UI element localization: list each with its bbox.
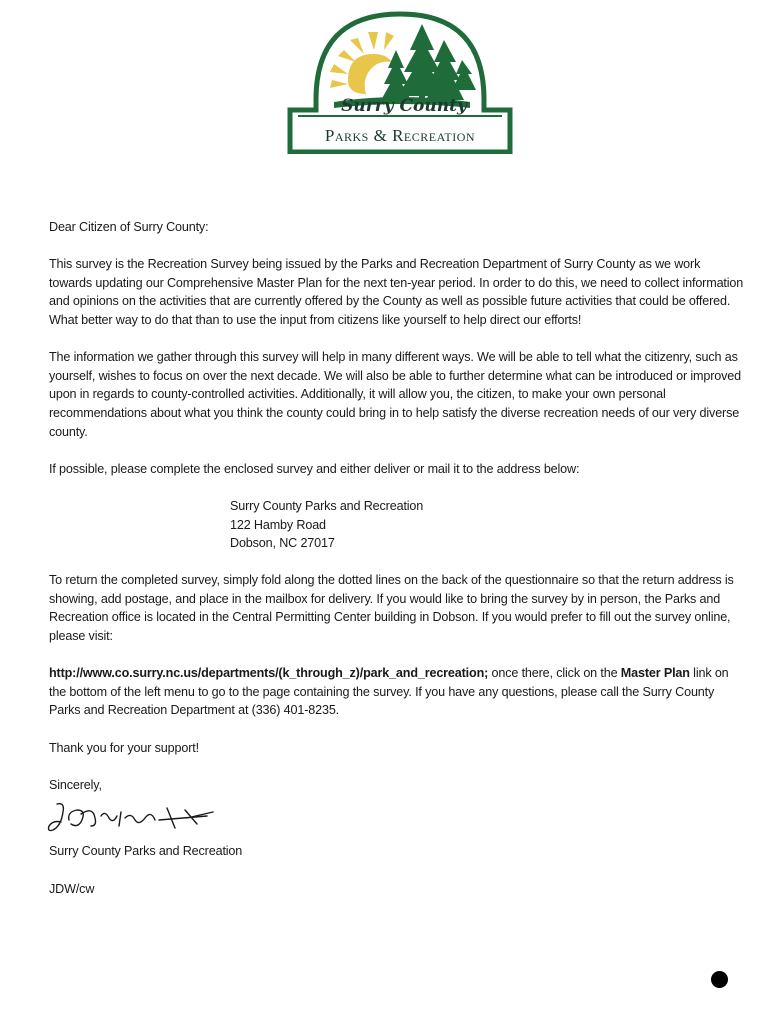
mailing-address	[230, 497, 744, 553]
parks-recreation-logo	[286, 10, 514, 154]
address-line-1: Surry County Parks and Recreation	[230, 498, 424, 513]
letter-body	[49, 218, 744, 917]
logo-line1: Surry County	[341, 96, 467, 116]
signer-name: Surry County Parks and Recreation	[49, 844, 243, 859]
thanks-line: Thank you for your support!	[49, 740, 199, 755]
page-marker-dot	[711, 971, 728, 988]
paragraph-return: To return the completed survey, simply fold along the dotted lines on the back of the questionnaire so that the return address is showing, add postage, and place in the mailbox for delivery. If you would like to bring the survey by in person, the Parks and Recreation office is located in the Central Permitting Center building in Dobson. If you would prefer to fill out the survey online, please visit:	[49, 573, 734, 644]
paragraph-intro: This survey is the Recreation Survey being issued by the Parks and Recreation Department of Surry County as we work towards updating our Comprehensive Master Plan for the next ten-year period. In order to do this, we need to collect information and opinions on the activities that are currently offered by the County as well as possible future activities that could be offered. What better way to do that than to use the input from citizens like yourself to help direct our efforts!	[49, 257, 744, 327]
closing-line: Sincerely,	[49, 777, 102, 792]
paragraph-instructions: If possible, please complete the enclosed survey and either deliver or mail it to the address below:	[49, 461, 580, 476]
address-line-2: 122 Hamby Road	[230, 517, 326, 532]
logo-line2: Parks & Recreation	[324, 126, 476, 145]
signature-image	[47, 798, 217, 838]
salutation: Dear Citizen of Surry County:	[49, 220, 209, 234]
paragraph-purpose: The information we gather through this survey will help in many different ways. We will be able to tell what the citizenry, such as yourself, wishes to focus on over the next decade. We will also be able to further determine what can be introduced or improved upon in regards to county-controlled activities. Additionally, it will allow you, the citizen, to make your own personal recommendations about what you think the county could bring in to help satisfy the diverse recreation needs of our very diverse county.	[49, 350, 741, 439]
online-text-b: link on the bottom of the left menu to go to the page containing the survey. If you have any questions, please call the Surry County Parks and Recreation Department at (336) 401-8235.	[49, 666, 729, 718]
survey-url-link[interactable]: http://www.co.surry.nc.us/departments/(k_through_z)/park_and_recreation;	[49, 666, 489, 681]
initials: JDW/cw	[49, 881, 95, 896]
master-plan-text: Master Plan	[620, 666, 690, 681]
online-text-a: once there, click on the	[488, 666, 621, 681]
paragraph-online	[49, 664, 744, 720]
address-line-3: Dobson, NC 27017	[230, 536, 335, 551]
